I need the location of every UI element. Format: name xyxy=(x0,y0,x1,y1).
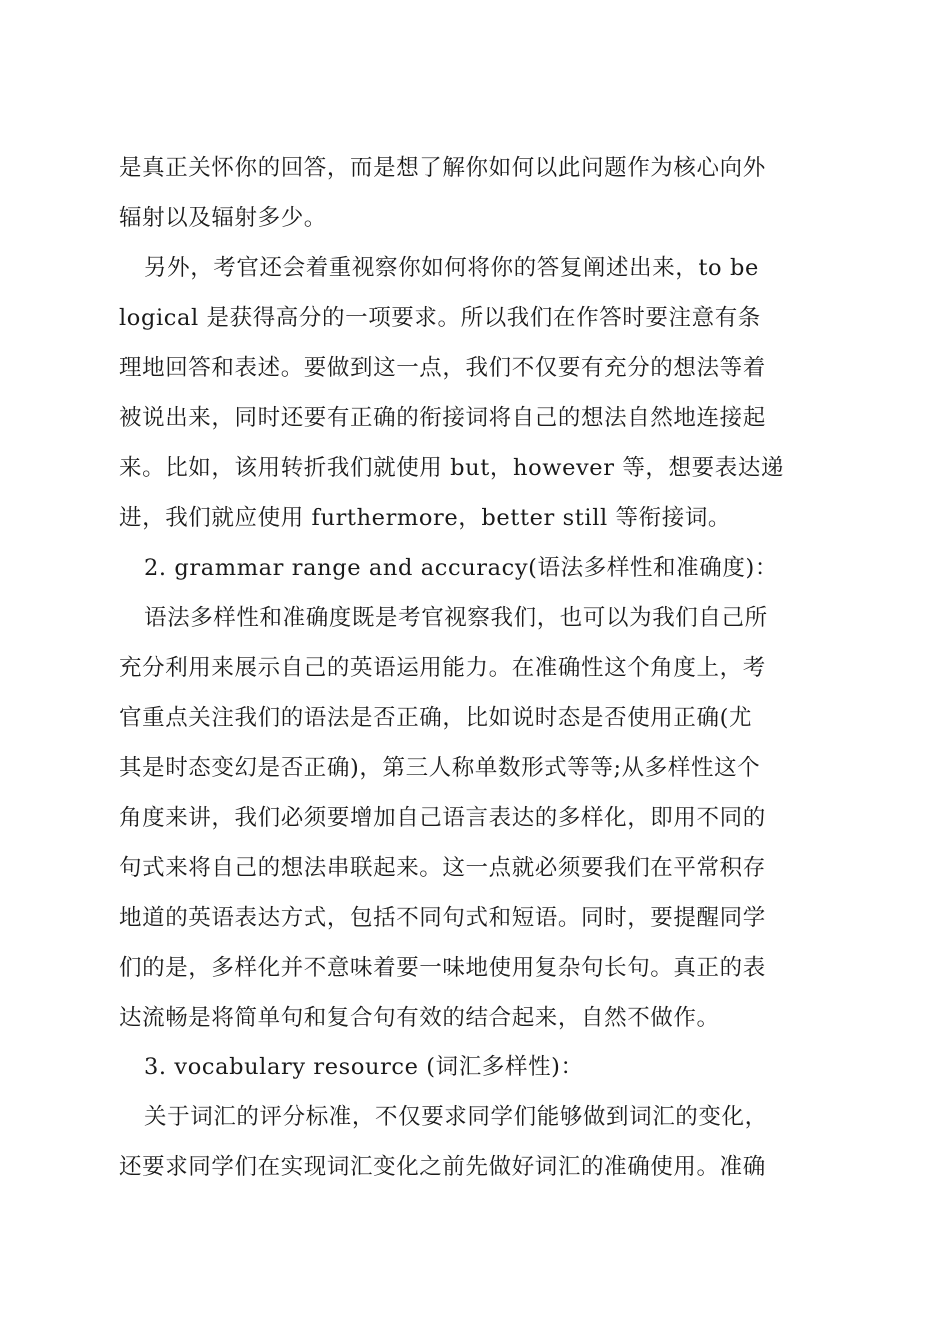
text-line: 被说出来，同时还要有正确的衔接词将自己的想法自然地连接起 xyxy=(119,405,766,431)
text-line: 来。比如，该用转折我们就使用 but，however 等，想要表达递 xyxy=(119,455,785,481)
text-line: 达流畅是将简单句和复合句有效的结合起来，自然不做作。 xyxy=(119,1005,720,1031)
text-line: 句式来将自己的想法串联起来。这一点就必须要我们在平常积存 xyxy=(119,855,766,881)
text-line: 角度来讲，我们必须要增加自己语言表达的多样化，即用不同的 xyxy=(119,805,766,831)
text-line: 辐射以及辐射多少。 xyxy=(119,205,327,231)
paragraph-first-line: 语法多样性和准确度既是考官视察我们，也可以为我们自己所 xyxy=(144,605,768,631)
text-line: 们的是，多样化并不意味着要一味地使用复杂句长句。真正的表 xyxy=(119,955,766,981)
text-line: 充分利用来展示自己的英语运用能力。在准确性这个角度上，考 xyxy=(119,655,766,681)
text-line: logical 是获得高分的一项要求。所以我们在作答时要注意有条 xyxy=(119,305,761,331)
section-heading-vocabulary: 3. vocabulary resource (词汇多样性)： xyxy=(144,1054,584,1080)
text-line: 是真正关怀你的回答，而是想了解你如何以此问题作为核心向外 xyxy=(119,155,766,181)
text-line: 理地回答和表述。要做到这一点，我们不仅要有充分的想法等着 xyxy=(119,355,766,381)
text-line: 还要求同学们在实现词汇变化之前先做好词汇的准确使用。准确 xyxy=(119,1154,766,1180)
text-line: 地道的英语表达方式，包括不同句式和短语。同时，要提醒同学 xyxy=(119,905,766,931)
text-line: 进，我们就应使用 furthermore，better still 等衔接词。 xyxy=(119,505,732,531)
text-line: 官重点关注我们的语法是否正确，比如说时态是否使用正确(尤 xyxy=(119,705,753,731)
paragraph-first-line: 另外，考官还会着重视察你如何将你的答复阐述出来，to be xyxy=(144,255,759,281)
text-line: 其是时态变幻是否正确)，第三人称单数形式等等;从多样性这个 xyxy=(119,755,761,781)
paragraph-first-line: 关于词汇的评分标准，不仅要求同学们能够做到词汇的变化， xyxy=(144,1104,768,1130)
section-heading-grammar: 2. grammar range and accuracy(语法多样性和准确度)： xyxy=(144,555,778,581)
